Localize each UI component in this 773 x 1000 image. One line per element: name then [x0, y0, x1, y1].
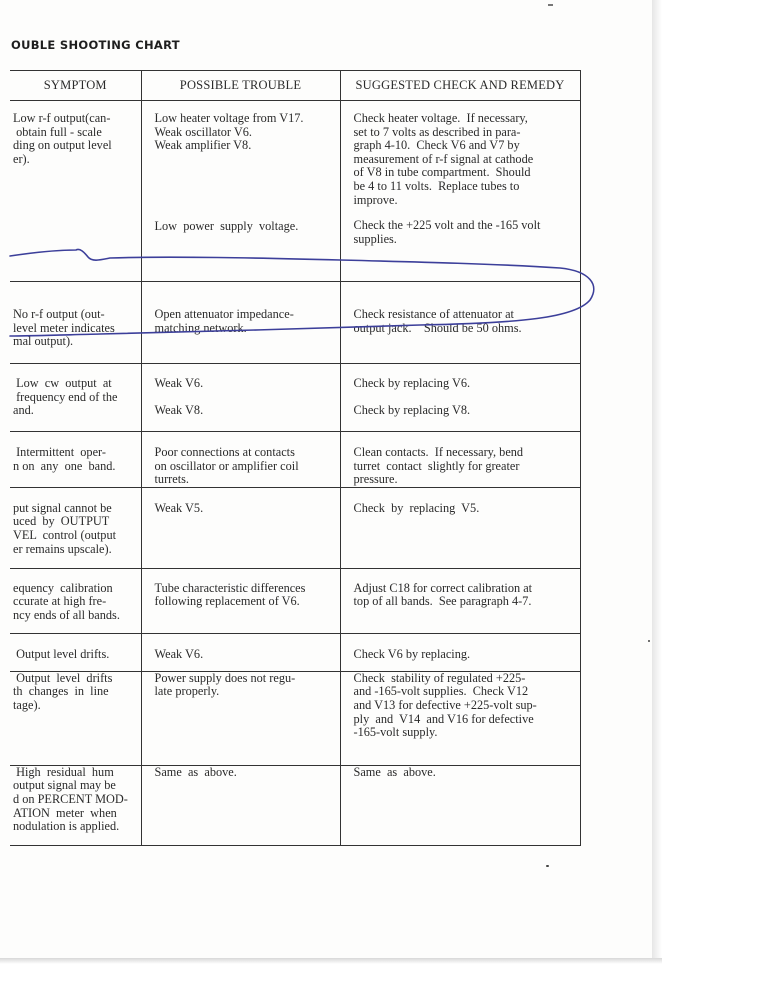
scan-mark — [548, 4, 553, 6]
trouble-text: Tube characteristic differences following replacement of V6. — [154, 580, 306, 609]
remedy-text: Check stability of regulated +225- and -165-volt supplies. Check V12 and V13 for defective +225-volt sup- ply and V14 and V16 for defective -165-volt supply. — [353, 670, 537, 740]
trouble-text: Poor connections at contacts on oscillator or amplifier coil turrets. — [154, 445, 299, 487]
chart-heading: OUBLE SHOOTING CHART — [11, 38, 180, 52]
remedy-text: Check heater voltage. If necessary, set to 7 volts as described in para- graph 4-10. Check V6 and V7 by measurement of r-f signal at cathode of V8 in tube compartment. Should be 4 to 11 volts. Replace tubes to improve. — [353, 111, 534, 207]
trouble-text: Low heater voltage from V17. Weak oscillator V6. Weak amplifier V8. — [154, 111, 304, 153]
scan-speck — [546, 865, 549, 867]
table-row — [10, 671, 580, 765]
troubleshooting-table — [10, 70, 581, 846]
page-bottom-edge — [0, 958, 662, 964]
remedy-text: Check V6 by replacing. — [353, 646, 471, 661]
symptom-text: Output level drifts th changes in line tage). — [13, 670, 113, 712]
symptom-text: Intermittent oper- n on any one band. — [13, 445, 116, 473]
table-row — [10, 633, 580, 671]
remedy-text: Same as above. — [353, 764, 436, 779]
header-symptom: SYMPTOM — [10, 71, 141, 101]
symptom-text: Output level drifts. — [13, 646, 110, 661]
remedy-text-secondary: Check the +225 volt and the -165 volt supplies. — [353, 218, 541, 246]
table-row — [10, 765, 580, 845]
remedy-text: Check by replacing V6. — [353, 376, 471, 390]
remedy-text-secondary: Check by replacing V8. — [353, 402, 471, 417]
symptom-text: No r-f output (out- level meter indicates mal output). — [13, 307, 115, 349]
trouble-text: Weak V5. — [154, 500, 204, 515]
symptom-text: equency calibration ccurate at high fre- ncy ends of all bands. — [13, 580, 120, 622]
table-row — [10, 101, 580, 282]
table-row — [10, 432, 580, 488]
remedy-text: Adjust C18 for correct calibration at top of all bands. See paragraph 4-7. — [353, 580, 533, 609]
header-possible-trouble: POSSIBLE TROUBLE — [141, 71, 340, 101]
trouble-text-secondary: Low power supply voltage. — [154, 218, 299, 233]
symptom-text: Low r-f output(can- obtain full - scale ding on output level er). — [13, 111, 112, 166]
remedy-text: Check resistance of attenuator at output jack. Should be 50 ohms. — [353, 307, 522, 335]
page-edge-shadow — [652, 0, 662, 962]
trouble-text: Power supply does not regu- late properly. — [154, 670, 296, 699]
symptom-text: High residual hum output signal may be d on PERCENT MOD- ATION meter when nodulation is applied. — [13, 764, 128, 834]
symptom-text: put signal cannot be uced by OUTPUT VEL control (output er remains upscale). — [13, 500, 117, 556]
trouble-text: Weak V6. — [154, 376, 204, 390]
header-suggested-remedy: SUGGESTED CHECK AND REMEDY — [340, 71, 580, 101]
table-header-row — [10, 71, 580, 101]
symptom-text: Low cw output at frequency end of the and. — [13, 376, 118, 418]
table-row — [10, 364, 580, 432]
remedy-text: Check by replacing V5. — [353, 500, 480, 515]
trouble-text: Open attenuator impedance- matching network. — [154, 307, 294, 335]
table-row — [10, 568, 580, 633]
trouble-text-secondary: Weak V8. — [154, 402, 204, 417]
trouble-text: Same as above. — [154, 764, 237, 779]
table-row — [10, 487, 580, 568]
remedy-text: Clean contacts. If necessary, bend turret contact slightly for greater pressure. — [353, 445, 524, 487]
table-row — [10, 282, 580, 364]
scan-speck — [648, 640, 650, 642]
trouble-text: Weak V6. — [154, 646, 204, 661]
